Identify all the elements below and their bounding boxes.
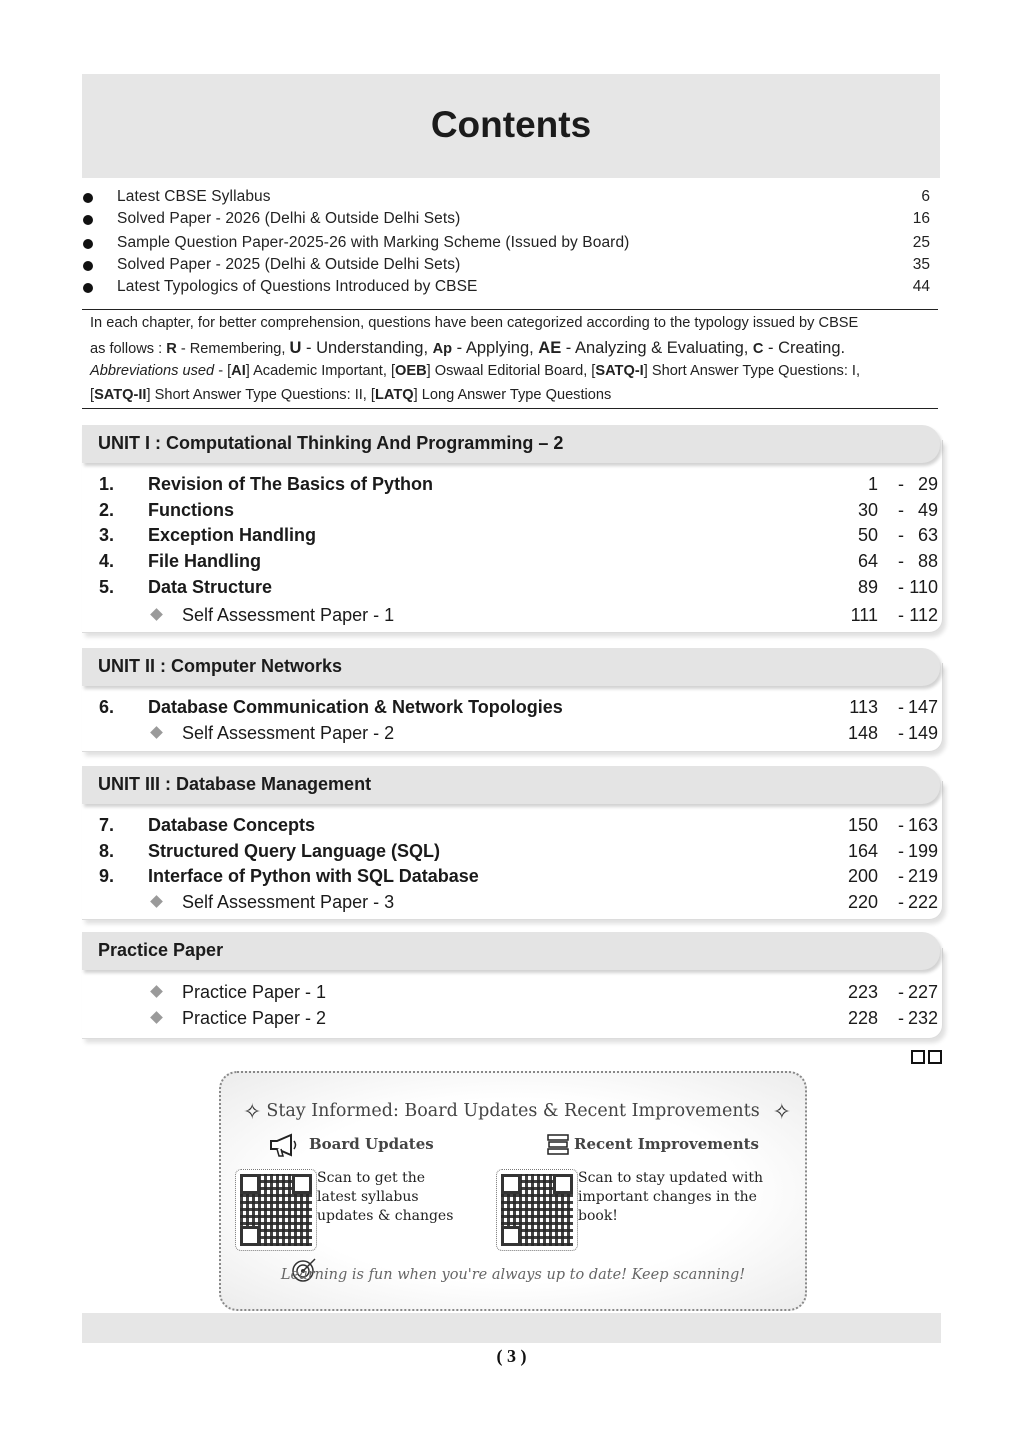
page-start: 64 (857, 551, 878, 571)
divider-top (82, 309, 938, 310)
text: - Applying, (452, 339, 539, 357)
chapter-name: Revision of The Basics of Python (148, 474, 434, 494)
page-end: 63 (917, 525, 938, 545)
unit-header[interactable] (82, 425, 940, 463)
code-oeb: OEB (395, 363, 427, 379)
range-dash: - (898, 551, 904, 571)
page-end: 219 (907, 866, 938, 886)
extra-row[interactable] (82, 605, 940, 629)
chapter-row[interactable] (82, 525, 940, 549)
range-dash: - (898, 1008, 904, 1028)
front-matter-label: Solved Paper - 2026 (Delhi & Outside Delhi Sets) (117, 210, 461, 227)
code-ai: AI (231, 363, 246, 379)
front-matter-label: Solved Paper - 2025 (Delhi & Outside Delhi Sets) (117, 256, 461, 273)
text: ] Short Answer Type Questions: I, (643, 363, 861, 379)
chapter-row[interactable] (82, 474, 940, 498)
bullet-icon (83, 193, 93, 203)
range-dash: - (898, 815, 904, 835)
extra-name: Practice Paper - 2 (182, 1008, 327, 1028)
front-matter-label: Latest CBSE Syllabus (117, 188, 271, 205)
page-end: 149 (907, 723, 938, 743)
chapter-name: File Handling (148, 551, 262, 571)
chapter-name: Data Structure (148, 577, 273, 597)
range-dash: - (898, 866, 904, 886)
page-end: 199 (907, 841, 938, 861)
chapter-number: 8. (99, 841, 115, 861)
page-end: 232 (907, 1008, 938, 1028)
front-matter-item[interactable] (82, 210, 940, 232)
front-matter-item[interactable] (82, 234, 940, 256)
page-start: 50 (857, 525, 878, 545)
text: as follows : (90, 341, 167, 357)
front-matter-label: Latest Typologics of Questions Introduced by CBSE (117, 278, 478, 295)
extra-name: Self Assessment Paper - 2 (182, 723, 395, 743)
code-ap: Ap (432, 341, 453, 357)
code-ae: AE (538, 339, 562, 357)
unit-title: UNIT III : Database Management (98, 774, 372, 794)
diamond-bullet-icon (150, 985, 163, 998)
text: ] Oswaal Editorial Board, [ (426, 363, 596, 379)
text: - Understanding, (301, 339, 433, 357)
range-dash: - (898, 605, 904, 625)
chapter-row[interactable] (82, 841, 940, 865)
unit-title: UNIT I : Computational Thinking And Programming – 2 (98, 433, 564, 453)
extra-row[interactable] (82, 723, 940, 747)
text: ] Short Answer Type Questions: II, [ (146, 387, 375, 403)
text: - Creating. (763, 339, 846, 357)
page-end: 112 (909, 605, 938, 625)
chapter-name: Database Communication & Network Topologies (148, 697, 563, 717)
unit-header[interactable] (82, 932, 940, 970)
chapter-row[interactable] (82, 577, 940, 601)
page-start: 1 (867, 474, 878, 494)
page-end: 49 (917, 500, 938, 520)
chapter-row[interactable] (82, 551, 940, 575)
front-matter-page: 25 (912, 234, 930, 251)
updates-promo-box (219, 1071, 807, 1311)
page-title: Contents (430, 104, 592, 145)
page-end: 88 (917, 551, 938, 571)
text: - Remembering, (176, 341, 290, 357)
extra-name: Self Assessment Paper - 3 (182, 892, 395, 912)
code-c: C (752, 341, 764, 357)
page-start: 113 (849, 697, 878, 717)
divider-bottom (82, 408, 938, 409)
extra-row[interactable] (82, 982, 940, 1006)
qr-code-recent-improvements[interactable] (496, 1169, 578, 1251)
chapter-number: 7. (99, 815, 115, 835)
page-end: 110 (909, 577, 938, 597)
page-start: 164 (847, 841, 878, 861)
page-end: 222 (907, 892, 938, 912)
typology-line: In each chapter, for better comprehension, questions have been categorized according to the typology issued by CBSE (90, 315, 859, 331)
bullet-icon (83, 261, 93, 271)
unit-header[interactable] (82, 648, 940, 686)
front-matter-page: 44 (912, 278, 930, 295)
footer-band (82, 1313, 941, 1343)
front-matter-page: 35 (912, 256, 930, 273)
code-u: U (289, 339, 302, 357)
chapter-name: Functions (148, 500, 234, 520)
page-end: 29 (917, 474, 938, 494)
chapter-number: 1. (99, 474, 115, 494)
extra-name: Self Assessment Paper - 1 (182, 605, 395, 625)
range-dash: - (898, 841, 904, 861)
range-dash: - (898, 500, 904, 520)
range-dash: - (898, 697, 904, 717)
unit-header[interactable] (82, 766, 940, 804)
typology-codes-line (90, 339, 845, 358)
diamond-bullet-icon (150, 608, 163, 621)
front-matter-page: 16 (912, 210, 930, 227)
page-start: 150 (847, 815, 878, 835)
page-end: 163 (907, 815, 938, 835)
range-dash: - (898, 892, 904, 912)
chapter-row[interactable] (82, 815, 940, 839)
unit-title: UNIT II : Computer Networks (98, 656, 343, 676)
abbreviations-line (90, 363, 860, 379)
front-matter-item[interactable] (82, 278, 940, 300)
bullet-icon (83, 215, 93, 225)
code-r: R (166, 341, 177, 357)
text: - [ (214, 363, 232, 379)
chapter-number: 9. (99, 866, 115, 886)
range-dash: - (898, 723, 904, 743)
text: [ (90, 387, 95, 403)
books-icon (546, 1133, 570, 1157)
page-start: 223 (847, 982, 878, 1002)
chapter-row[interactable] (82, 866, 940, 890)
page-start: 200 (847, 866, 878, 886)
range-dash: - (898, 577, 904, 597)
chapter-row[interactable] (82, 500, 940, 524)
extra-name: Practice Paper - 1 (182, 982, 327, 1002)
end-mark-icon (911, 1050, 945, 1069)
abbreviations-label: Abbreviations used (90, 363, 215, 379)
sparkle-icon: ✧ (243, 1099, 262, 1124)
front-matter-label: Sample Question Paper-2025-26 with Marking Scheme (Issued by Board) (117, 234, 630, 251)
chapter-number: 2. (99, 500, 115, 520)
chapter-number: 5. (99, 577, 115, 597)
recent-improvements-label: Recent Improvements (574, 1135, 759, 1153)
page-start: 148 (847, 723, 878, 743)
code-latq: LATQ (374, 387, 414, 403)
page-number: ( 3 ) (496, 1346, 527, 1366)
promo-footer: Learning is fun when you're always up to date! Keep scanning! (280, 1267, 746, 1283)
board-updates-label: Board Updates (309, 1135, 434, 1153)
qr-code-board-updates[interactable] (235, 1169, 317, 1251)
sparkle-icon: ✧ (772, 1099, 791, 1124)
front-matter-page: 6 (921, 188, 930, 205)
bullet-icon (83, 283, 93, 293)
page-end: 147 (907, 697, 938, 717)
chapter-name: Database Concepts (148, 815, 316, 835)
chapter-name: Interface of Python with SQL Database (148, 866, 479, 886)
chapter-row[interactable] (82, 697, 940, 721)
board-updates-text: Scan to get the latest syllabus updates & changes (317, 1170, 454, 1224)
chapter-number: 4. (99, 551, 115, 571)
chapter-name: Structured Query Language (SQL) (148, 841, 441, 861)
range-dash: - (898, 474, 904, 494)
range-dash: - (898, 982, 904, 1002)
page-end: 227 (907, 982, 938, 1002)
diamond-bullet-icon (150, 895, 163, 908)
page-start: 228 (847, 1008, 878, 1028)
front-matter-item[interactable] (82, 256, 940, 278)
diamond-bullet-icon (150, 1011, 163, 1024)
code-satq1: SATQ-I (595, 363, 644, 379)
unit-box (82, 440, 943, 633)
chapter-name: Exception Handling (148, 525, 317, 545)
page-start: 220 (847, 892, 878, 912)
text: - Analyzing & Evaluating, (561, 339, 753, 357)
range-dash: - (898, 525, 904, 545)
page-start: 111 (850, 605, 878, 625)
promo-title: Stay Informed: Board Updates & Recent Improvements (266, 1101, 760, 1121)
chapter-number: 3. (99, 525, 115, 545)
page-start: 89 (857, 577, 878, 597)
unit-title: Practice Paper (98, 940, 224, 960)
text: ] Long Answer Type Questions (413, 387, 612, 403)
chapter-number: 6. (99, 697, 115, 717)
bullet-icon (83, 239, 93, 249)
diamond-bullet-icon (150, 726, 163, 739)
megaphone-icon (269, 1133, 301, 1157)
recent-improvements-text: Scan to stay updated with important changes in the book! (578, 1170, 763, 1224)
extra-row[interactable] (82, 892, 940, 916)
abbreviations-line (90, 387, 611, 403)
code-satq2: SATQ-II (94, 387, 147, 403)
page-start: 30 (857, 500, 878, 520)
front-matter-item[interactable] (82, 188, 940, 210)
extra-row[interactable] (82, 1008, 940, 1032)
text: ] Academic Important, [ (245, 363, 396, 379)
